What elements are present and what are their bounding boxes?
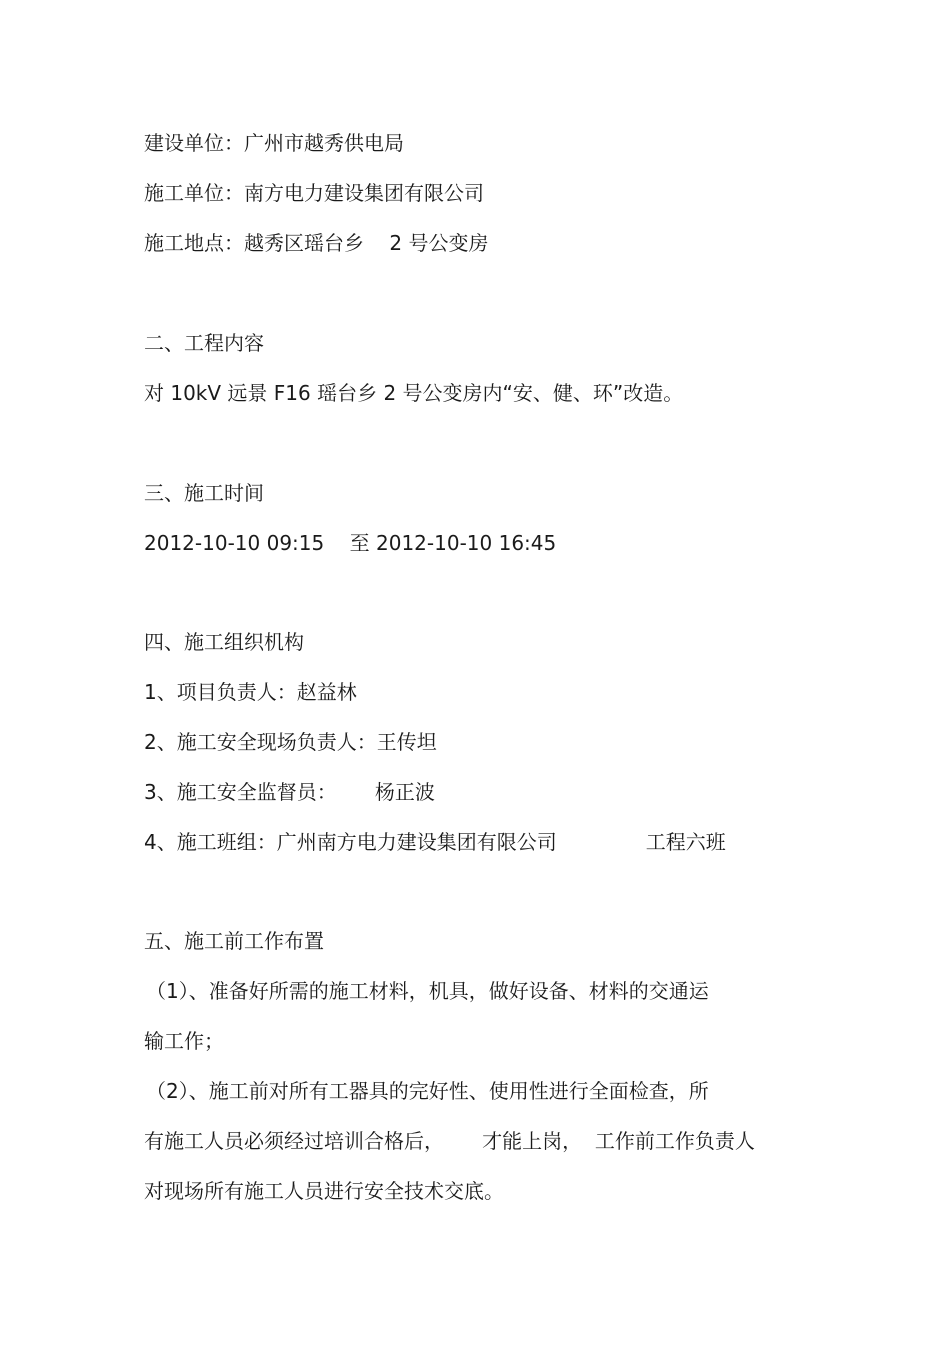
preparation-paragraph-1-line: （1）、准备好所需的施工材料，机具，做好设备、材料的交通运 xyxy=(146,979,709,1003)
construction-time-text: 2012-10-10 09:15 至 2012-10-10 16:45 xyxy=(144,531,557,555)
builder-line: 建设单位：广州市越秀供电局 xyxy=(144,131,404,155)
section-heading-construction-time: 三、施工时间 xyxy=(144,481,264,505)
section-heading-project-content: 二、工程内容 xyxy=(144,331,264,355)
organization-item: 4、施工班组：广州南方电力建设集团有限公司 工程六班 xyxy=(144,830,726,854)
preparation-paragraph-2-line: 有施工人员必须经过培训合格后， 才能上岗， 工作前工作负责人 xyxy=(144,1129,755,1153)
contractor-line: 施工单位：南方电力建设集团有限公司 xyxy=(144,181,484,205)
section-heading-preparation: 五、施工前工作布置 xyxy=(144,929,324,953)
preparation-paragraph-2-line: 对现场所有施工人员进行安全技术交底。 xyxy=(144,1179,504,1203)
organization-item: 1、项目负责人：赵益林 xyxy=(144,680,357,704)
location-line: 施工地点：越秀区瑶台乡 2 号公变房 xyxy=(144,231,489,255)
section-heading-organization: 四、施工组织机构 xyxy=(144,630,304,654)
preparation-paragraph-2-line: （2）、施工前对所有工器具的完好性、使用性进行全面检查，所 xyxy=(146,1079,709,1103)
project-content-text: 对 10kV 远景 F16 瑶台乡 2 号公变房内“安、健、环”改造。 xyxy=(144,381,684,405)
organization-item: 2、施工安全现场负责人：王传坦 xyxy=(144,730,437,754)
organization-item: 3、施工安全监督员： 杨正波 xyxy=(144,780,435,804)
preparation-paragraph-1-line: 输工作； xyxy=(144,1029,224,1053)
